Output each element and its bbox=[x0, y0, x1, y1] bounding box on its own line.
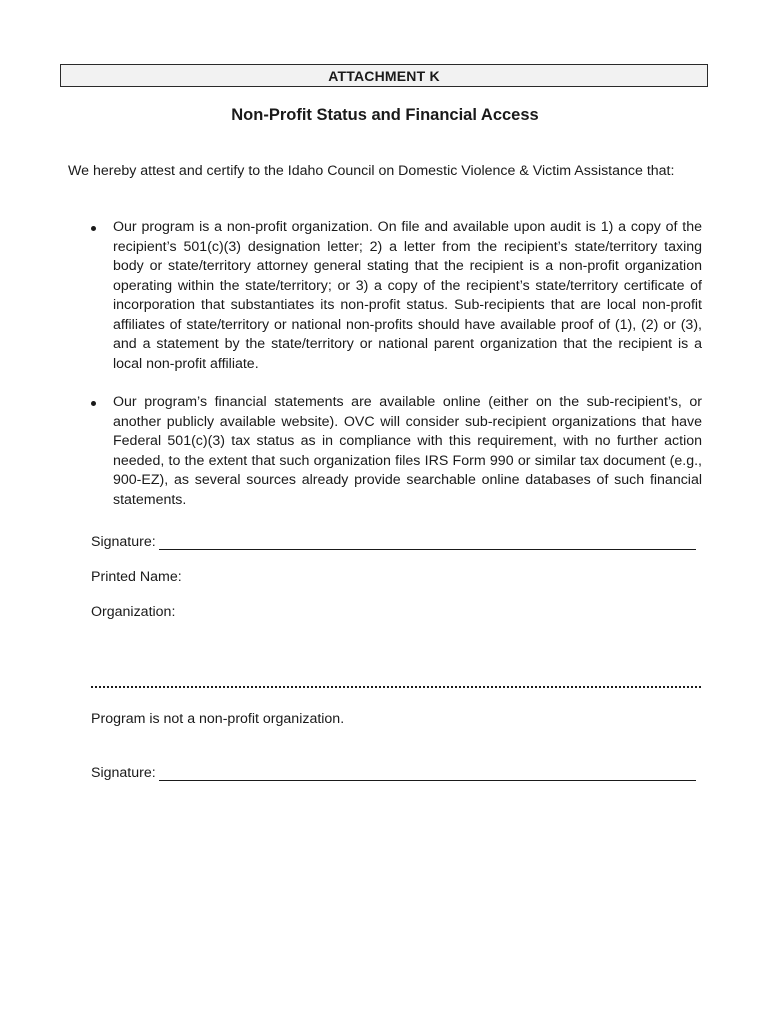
list-item-financial-statements bbox=[0, 393, 702, 510]
attachment-header bbox=[60, 64, 708, 87]
organization-label: Organization: bbox=[91, 604, 176, 620]
not-nonprofit-signature-field bbox=[91, 765, 703, 781]
signature-line[interactable] bbox=[159, 535, 696, 550]
list-item-text: Our program’s financial statements are available online (either on the sub-recipient’s, or another publicly available website). OVC will consider sub-recipient organizations that have Federal 501(c)(3) tax status as in compliance with this requirement, with no further action needed, to the extent that such organization files IRS Form 990 or similar tax document (e.g., 900-EZ), as several sources already provide searchable online databases of such financial statements. bbox=[113, 394, 702, 508]
attestation-list bbox=[0, 218, 770, 529]
not-nonprofit-statement: Program is not a non-profit organization. bbox=[91, 711, 345, 727]
printed-name-field bbox=[91, 569, 182, 585]
attachment-label: ATTACHMENT K bbox=[328, 67, 440, 84]
dotted-divider bbox=[91, 686, 701, 688]
bullet-icon bbox=[91, 401, 96, 406]
signature-line[interactable] bbox=[159, 766, 696, 781]
printed-name-label: Printed Name: bbox=[91, 569, 182, 585]
attestation-intro: We hereby attest and certify to the Idaho Council on Domestic Violence & Victim Assistance that: bbox=[68, 163, 675, 179]
nonprofit-signature-field bbox=[91, 534, 703, 550]
list-item-text: Our program is a non-profit organization. On file and available upon audit is 1) a copy of the recipient’s 501(c)(3) designation letter; 2) a letter from the recipient’s state/territory taxing body or state/territory attorney general stating that the recipient is a non-profit organization operating within the state/territory; or 3) a copy of the recipient’s state/territory certificate of incorporation that substantiates its non-profit status. Sub-recipients that are local non-profit affiliates of state/territory or national non-profits should have available proof of (1), (2) or (3), and a statement by the state/territory or national parent organization that the recipient is a local non-profit affiliate. bbox=[113, 219, 702, 372]
signature-label: Signature: bbox=[91, 534, 156, 550]
signature-label: Signature: bbox=[91, 765, 156, 781]
list-item-nonprofit-proof bbox=[0, 218, 702, 374]
organization-field bbox=[91, 604, 175, 620]
bullet-icon bbox=[91, 226, 96, 231]
document-title: Non-Profit Status and Financial Access bbox=[231, 106, 539, 124]
